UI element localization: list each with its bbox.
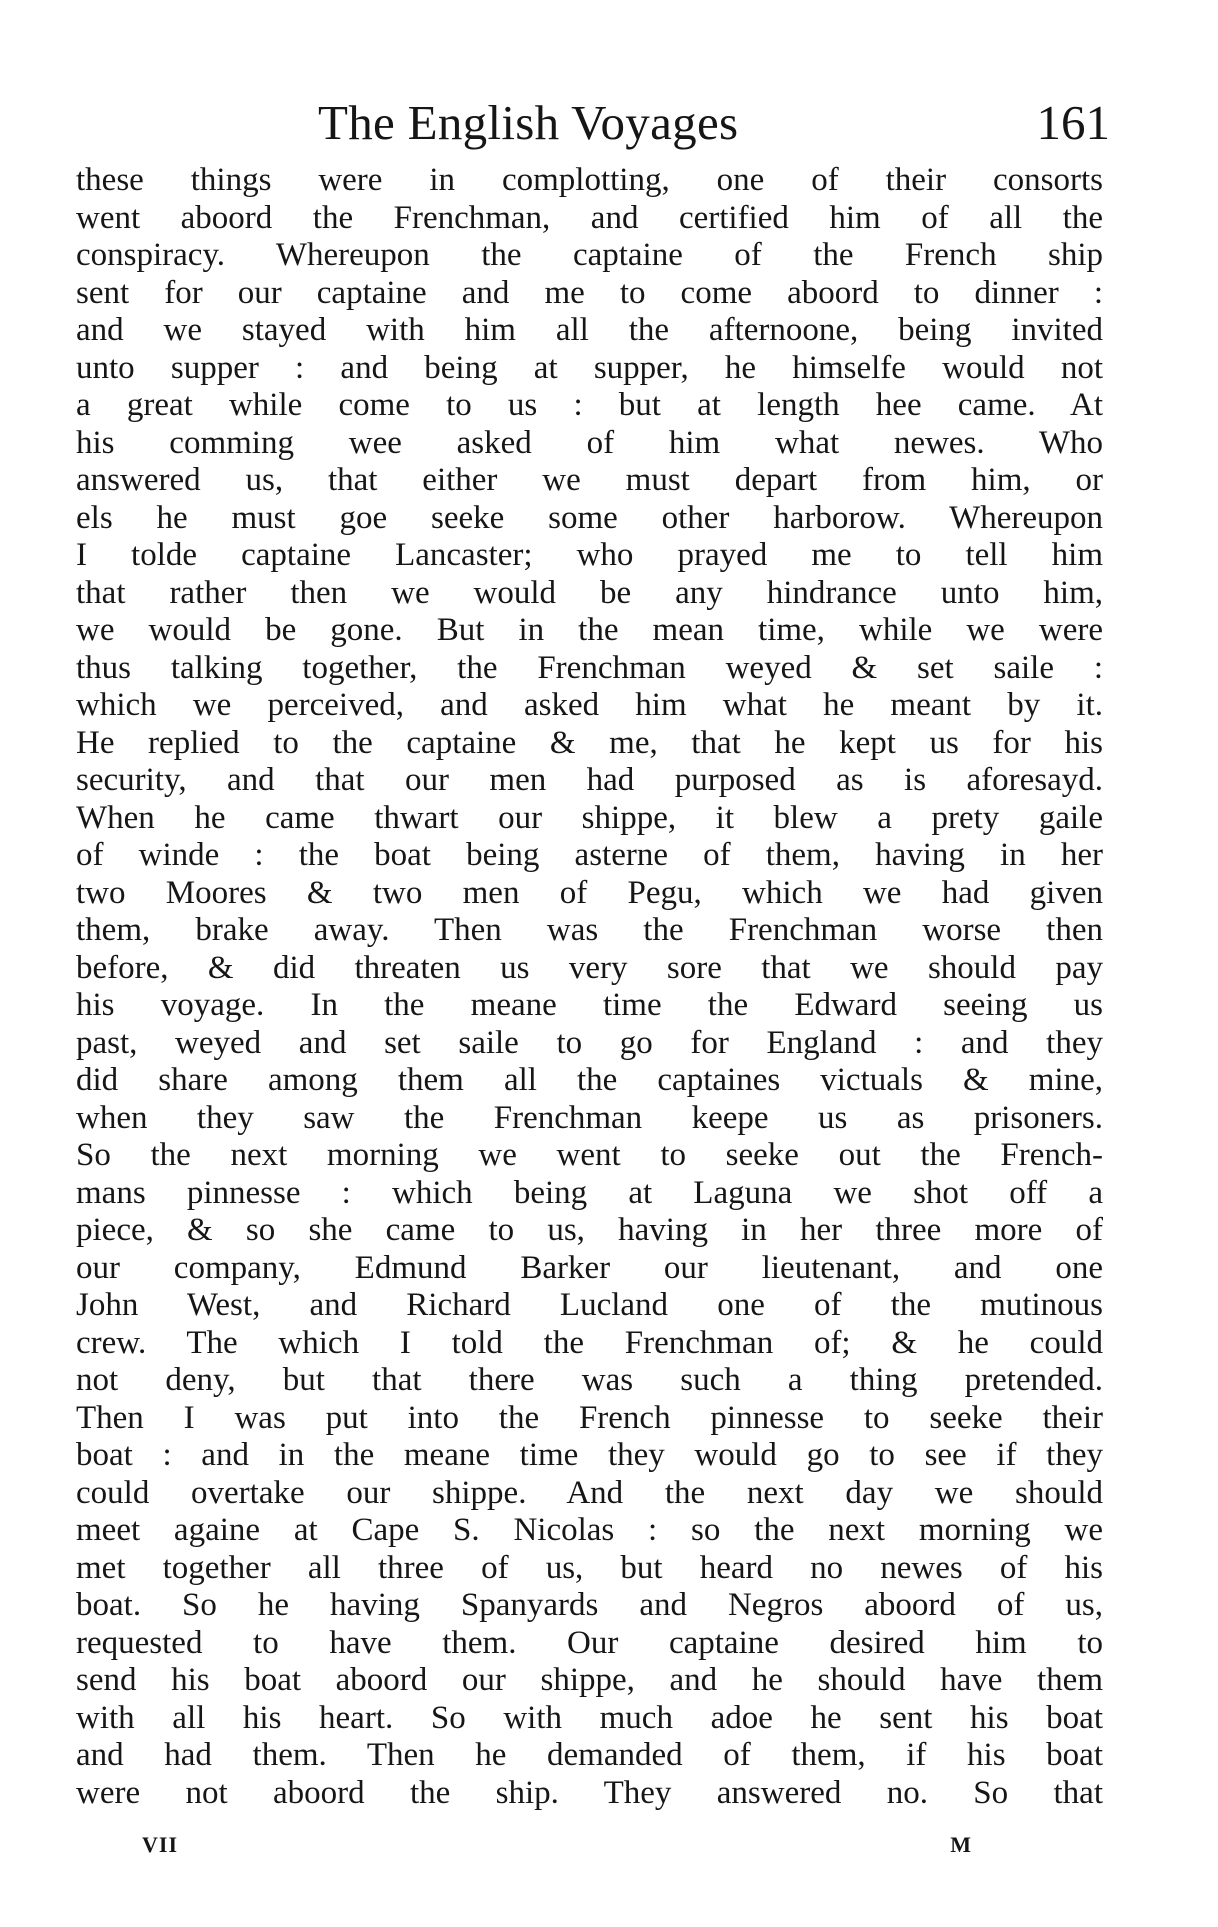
text-line: security, and that our men had purposed as is aforesayd. — [76, 762, 1103, 798]
text-line: So the next morning we went to seeke out the French- — [76, 1137, 1103, 1173]
running-head — [80, 88, 1110, 158]
text-line: requested to have them. Our captaine desired him to — [76, 1624, 1103, 1661]
text-line: when they saw the Frenchman keepe us as prisoners. — [76, 1099, 1103, 1136]
text-line: and we stayed with him all the afternoone, being invited — [76, 312, 1103, 348]
text-line: his comming wee asked of him what newes. Who — [76, 424, 1103, 461]
text-line: John West, and Richard Lucland one of the mutinous — [76, 1287, 1103, 1323]
text-line: met together all three of us, but heard no newes of his — [76, 1549, 1103, 1586]
text-line: unto supper : and being at supper, he himselfe would not — [76, 349, 1103, 386]
text-line: could overtake our shippe. And the next day we should — [76, 1474, 1103, 1511]
text-line: piece, & so she came to us, having in her three more of — [76, 1212, 1103, 1248]
page-number: 161 — [1036, 95, 1110, 150]
text-line: meet againe at Cape S. Nicolas : so the next morning we — [76, 1512, 1103, 1548]
text-line: not deny, but that there was such a thing pretended. — [76, 1362, 1103, 1398]
text-line: When he came thwart our shippe, it blew a prety gaile — [76, 799, 1103, 836]
text-line: past, weyed and set saile to go for England : and they — [76, 1024, 1103, 1061]
text-line: thus talking together, the Frenchman weyed & set saile : — [76, 649, 1103, 686]
text-line: went aboord the Frenchman, and certified him of all the — [76, 199, 1103, 236]
text-line: with all his heart. So with much adoe he sent his boat — [76, 1699, 1103, 1736]
text-line: send his boat aboord our shippe, and he should have them — [76, 1662, 1103, 1698]
text-line: of winde : the boat being asterne of them, having in her — [76, 837, 1103, 873]
text-line: and had them. Then he demanded of them, if his boat — [76, 1737, 1103, 1773]
text-line: He replied to the captaine & me, that he kept us for his — [76, 724, 1103, 761]
text-line: that rather then we would be any hindrance unto him, — [76, 574, 1103, 611]
text-line: boat : and in the meane time they would go to see if they — [76, 1437, 1103, 1473]
text-line: mans pinnesse : which being at Laguna we shot off a — [76, 1174, 1103, 1211]
text-line: sent for our captaine and me to come aboord to dinner : — [76, 274, 1103, 311]
page-footer — [142, 1828, 972, 1862]
text-line: his voyage. In the meane time the Edward seeing us — [76, 987, 1103, 1023]
text-line: els he must goe seeke some other harborow. Whereupon — [76, 499, 1103, 536]
text-line: I tolde captaine Lancaster; who prayed me to tell him — [76, 537, 1103, 573]
text-line: were not aboord the ship. They answered no. So that — [76, 1774, 1103, 1811]
text-line: Then I was put into the French pinnesse to seeke their — [76, 1399, 1103, 1436]
text-line: our company, Edmund Barker our lieutenant, and one — [76, 1249, 1103, 1286]
text-line: them, brake away. Then was the Frenchman worse then — [76, 912, 1103, 948]
text-line: answered us, that either we must depart from him, or — [76, 462, 1103, 498]
text-line: conspiracy. Whereupon the captaine of the French ship — [76, 237, 1103, 273]
running-title: The English Voyages — [318, 95, 739, 150]
text-line: we would be gone. But in the mean time, while we were — [76, 612, 1103, 648]
text-line: crew. The which I told the Frenchman of; & he could — [76, 1324, 1103, 1361]
text-line: which we perceived, and asked him what he meant by it. — [76, 687, 1103, 723]
text-line: did share among them all the captaines victuals & mine, — [76, 1062, 1103, 1098]
text-line: a great while come to us : but at length hee came. At — [76, 387, 1103, 423]
text-line: before, & did threaten us very sore that we should pay — [76, 949, 1103, 986]
sheet-signature: M — [950, 1832, 972, 1857]
volume-signature: VII — [142, 1832, 179, 1857]
body-text — [76, 162, 1103, 1812]
text-line: these things were in complotting, one of their consorts — [76, 162, 1103, 198]
text-line: two Moores & two men of Pegu, which we had given — [76, 874, 1103, 911]
text-line: boat. So he having Spanyards and Negros aboord of us, — [76, 1587, 1103, 1623]
